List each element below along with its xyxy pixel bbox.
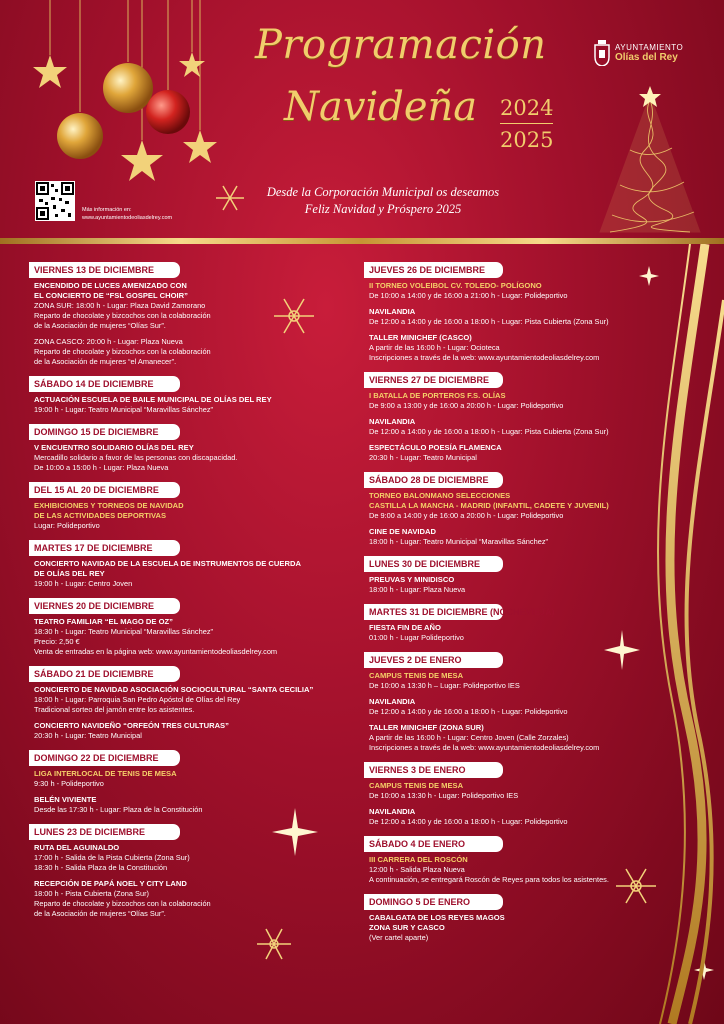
- event-title: CONCIERTO NAVIDEÑO “ORFEÓN TRES CULTURAS”: [34, 721, 229, 730]
- year-2024: 2024: [500, 98, 553, 124]
- date-badge: VIERNES 27 DE DICIEMBRE: [364, 372, 503, 388]
- day-block: [364, 260, 639, 363]
- event-title: CAMPUS TENIS DE MESA: [369, 781, 464, 790]
- municipal-logo: [594, 40, 683, 66]
- event-details: 19:00 h - Lugar: Centro Joven: [34, 579, 133, 588]
- event-details: 01:00 h - Lugar Polideportivo: [369, 633, 464, 642]
- day-block: [29, 374, 334, 415]
- event-details: De 10:00 a 14:00 y de 16:00 a 21:00 h - Lugar: Polideportivo: [369, 291, 568, 300]
- event-title: ESPECTÁCULO POESÍA FLAMENCA: [369, 443, 502, 452]
- event-details: 19:00 h - Lugar: Teatro Municipal “Maravillas Sánchez”: [34, 405, 213, 414]
- event-title: V ENCUENTRO SOLIDARIO OLÍAS DEL REY: [34, 443, 194, 452]
- event-title: FIESTA FIN DE AÑO: [369, 623, 441, 632]
- day-block: [364, 602, 639, 643]
- event-details: De 9:00 a 14:00 y de 16:00 a 20:00 h - Lugar: Polideportivo: [369, 511, 564, 520]
- event-details: De 9:00 a 13:00 y de 16:00 a 20:00 h - Lugar: Polideportivo: [369, 401, 564, 410]
- event-details: 9:30 h - Polideportivo: [34, 779, 104, 788]
- event-details: (Ver cartel aparte): [369, 933, 429, 942]
- event-title: BELÉN VIVIENTE: [34, 795, 97, 804]
- event-item: [369, 307, 639, 327]
- event-title: TORNEO BALONMANO SELECCIONES CASTILLA LA MANCHA - MADRID (INFANTIL, CADETE Y JUVENIL): [369, 491, 609, 510]
- event-details: De 12:00 a 14:00 y de 16:00 a 18:00 h - Lugar: Polideportivo: [369, 707, 568, 716]
- greeting: [258, 184, 508, 218]
- event-item: [369, 333, 639, 363]
- event-title: TEATRO FAMILIAR “EL MAGO DE OZ”: [34, 617, 173, 626]
- date-badge: LUNES 30 DE DICIEMBRE: [364, 556, 503, 572]
- event-details: Desde las 17:30 h - Lugar: Plaza de la Constitución: [34, 805, 203, 814]
- event-item: [34, 395, 334, 415]
- day-block: [29, 538, 334, 589]
- title-line-2: Navideña: [284, 84, 478, 130]
- event-details: A partir de las 16:00 h - Lugar: Centro Joven (Calle Zorzales) Inscripciones a través de la web: www.ayuntamientodeoliasdelrey.com: [369, 733, 600, 752]
- event-details: De 10:00 a 13:30 h - Lugar: Polideportivo IES: [369, 791, 519, 800]
- event-details: A partir de las 16:00 h - Lugar: Ocioteca Inscripciones a través de la web: www.ayuntamientodeoliasdelrey.com: [369, 343, 600, 362]
- event-details: Mercadillo solidario a favor de las personas con discapacidad. De 10:00 a 15:00 h - Lugar: Plaza Nueva: [34, 453, 238, 472]
- event-item: [369, 913, 639, 943]
- event-item: [369, 723, 639, 753]
- event-title: ENCENDIDO DE LUCES AMENIZADO CON EL CONCIERTO DE “FSL GOSPEL CHOIR”: [34, 281, 188, 300]
- date-badge: JUEVES 2 DE ENERO: [364, 652, 503, 668]
- date-badge: DOMINGO 15 DE DICIEMBRE: [29, 424, 180, 440]
- event-details: 18:30 h - Lugar: Teatro Municipal “Maravillas Sánchez” Precio: 2,50 € Venta de entradas en la página web: www.ayuntamientodeoliasdelrey.com: [34, 627, 278, 656]
- date-badge: SÁBADO 14 DE DICIEMBRE: [29, 376, 180, 392]
- event-details: 18:00 h - Pista Cubierta (Zona Sur) Reparto de chocolate y bizcochos con la colaboración de la Asociación de mujeres “Olías Sur”.: [34, 889, 211, 918]
- greeting-line-1: Desde la Corporación Municipal os deseamos: [266, 185, 500, 199]
- event-item: [369, 807, 639, 827]
- date-badge: MARTES 31 DE DICIEMBRE (NOCHEVIEJA): [364, 604, 503, 620]
- day-block: [29, 260, 334, 367]
- event-item: [34, 843, 334, 873]
- gold-ribbon-decoration: [658, 244, 724, 1024]
- event-item: [34, 795, 334, 815]
- event-item: [369, 281, 639, 301]
- date-badge: DEL 15 AL 20 DE DICIEMBRE: [29, 482, 180, 498]
- years: [500, 98, 553, 151]
- event-title: RECEPCIÓN DE PAPÁ NOEL Y CITY LAND: [34, 879, 187, 888]
- event-title: II TORNEO VOLEIBOL CV. TOLEDO- POLÍGONO: [369, 281, 542, 290]
- header: [0, 0, 724, 238]
- qr-url[interactable]: www.ayuntamientodeoliasdelrey.com: [82, 215, 173, 221]
- event-title: CINE DE NAVIDAD: [369, 527, 436, 536]
- gold-divider: [0, 238, 724, 244]
- date-badge: VIERNES 3 DE ENERO: [364, 762, 503, 778]
- event-title: CONCIERTO DE NAVIDAD ASOCIACIÓN SOCIOCULTURAL “SANTA CECILIA”: [34, 685, 314, 694]
- coat-of-arms-icon: [594, 40, 610, 66]
- event-item: [369, 527, 639, 547]
- event-title: NAVILANDIA: [369, 417, 416, 426]
- event-details: 17:00 h - Salida de la Pista Cubierta (Zona Sur) 18:30 h - Salida Plaza de la Constitución: [34, 853, 190, 872]
- event-title: III CARRERA DEL ROSCÓN: [369, 855, 468, 864]
- day-block: [29, 822, 334, 919]
- day-block: [364, 892, 639, 943]
- event-details: 18:00 h - Lugar: Teatro Municipal “Maravillas Sánchez”: [369, 537, 548, 546]
- year-2025: 2025: [500, 128, 554, 152]
- event-details: De 10:00 a 13:30 h – Lugar: Polideportivo IES: [369, 681, 520, 690]
- logo-line-1: AYUNTAMIENTO: [615, 43, 684, 52]
- day-block: [29, 748, 334, 815]
- event-item: [369, 443, 639, 463]
- day-block: [364, 554, 639, 595]
- event-title: I BATALLA DE PORTEROS F.S. OLÍAS: [369, 391, 506, 400]
- event-item: [369, 855, 639, 885]
- date-badge: SÁBADO 4 DE ENERO: [364, 836, 503, 852]
- day-block: [364, 650, 639, 753]
- day-block: [29, 596, 334, 657]
- event-item: [34, 443, 334, 473]
- day-block: [364, 834, 639, 885]
- event-details: De 12:00 a 14:00 y de 16:00 a 18:00 h - Lugar: Polideportivo: [369, 817, 568, 826]
- event-title: NAVILANDIA: [369, 697, 416, 706]
- event-details: De 12:00 a 14:00 y de 16:00 a 18:00 h - Lugar: Pista Cubierta (Zona Sur): [369, 317, 609, 326]
- day-block: [364, 370, 639, 463]
- event-item: [34, 769, 334, 789]
- schedule-right-column: [364, 260, 639, 950]
- event-title: NAVILANDIA: [369, 807, 416, 816]
- event-item: [369, 491, 639, 521]
- date-badge: MARTES 17 DE DICIEMBRE: [29, 540, 180, 556]
- event-title: NAVILANDIA: [369, 307, 416, 316]
- event-details: De 12:00 a 14:00 y de 16:00 a 18:00 h - Lugar: Pista Cubierta (Zona Sur): [369, 427, 609, 436]
- event-item: [369, 671, 639, 691]
- qr-info: [82, 206, 172, 222]
- event-details: Lugar: Polideportivo: [34, 521, 100, 530]
- qr-code-icon[interactable]: [35, 181, 75, 221]
- event-title: CABALGATA DE LOS REYES MAGOS ZONA SUR Y CASCO: [369, 913, 505, 932]
- event-item: [34, 501, 334, 531]
- event-title: ACTUACIÓN ESCUELA DE BAILE MUNICIPAL DE OLÍAS DEL REY: [34, 395, 272, 404]
- title-line-1: Programación: [255, 22, 547, 68]
- event-title: PREUVAS Y MINIDISCO: [369, 575, 455, 584]
- event-item: [34, 281, 334, 331]
- day-block: [29, 664, 334, 741]
- event-title: RUTA DEL AGUINALDO: [34, 843, 120, 852]
- event-title: CONCIERTO NAVIDAD DE LA ESCUELA DE INSTRUMENTOS DE CUERDA DE OLÍAS DEL REY: [34, 559, 301, 578]
- day-block: [364, 470, 639, 547]
- event-item: [369, 781, 639, 801]
- qr-label: Más información en:: [82, 207, 132, 213]
- date-badge: DOMINGO 22 DE DICIEMBRE: [29, 750, 180, 766]
- event-item: [369, 417, 639, 437]
- date-badge: DOMINGO 5 DE ENERO: [364, 894, 503, 910]
- event-title: CAMPUS TENIS DE MESA: [369, 671, 464, 680]
- event-item: [34, 617, 334, 657]
- event-details: 20:30 h - Lugar: Teatro Municipal: [34, 731, 142, 740]
- greeting-line-2: Feliz Navidad y Próspero 2025: [304, 202, 462, 216]
- day-block: [364, 760, 639, 827]
- event-item: [369, 697, 639, 717]
- event-item: [369, 575, 639, 595]
- date-badge: JUEVES 26 DE DICIEMBRE: [364, 262, 503, 278]
- event-details: 12:00 h - Salida Plaza Nueva A continuación, se entregará Roscón de Reyes para todos los asistentes.: [369, 865, 609, 884]
- event-item: [34, 685, 334, 715]
- event-details: 18:00 h - Lugar: Plaza Nueva: [369, 585, 466, 594]
- day-block: [29, 480, 334, 531]
- event-item: [369, 391, 639, 411]
- date-badge: SÁBADO 21 DE DICIEMBRE: [29, 666, 180, 682]
- sparkle-icon: [639, 266, 659, 286]
- event-title: EXHIBICIONES Y TORNEOS DE NAVIDAD DE LAS ACTIVIDADES DEPORTIVAS: [34, 501, 184, 520]
- event-item: [369, 623, 639, 643]
- event-item: [34, 879, 334, 919]
- schedule-left-column: [29, 260, 334, 926]
- date-badge: VIERNES 20 DE DICIEMBRE: [29, 598, 180, 614]
- event-item: [34, 721, 334, 741]
- event-details: 18:00 h - Lugar: Parroquia San Pedro Apóstol de Olías del Rey Tradicional sorteo del jamón entre los asistentes.: [34, 695, 241, 714]
- event-details: 20:30 h - Lugar: Teatro Municipal: [369, 453, 477, 462]
- date-badge: SÁBADO 28 DE DICIEMBRE: [364, 472, 503, 488]
- event-details: ZONA CASCO: 20:00 h - Lugar: Plaza Nueva Reparto de chocolate y bizcochos con la colaboración de la Asociación de mujeres “el Amanecer”.: [34, 337, 211, 366]
- date-badge: LUNES 23 DE DICIEMBRE: [29, 824, 180, 840]
- logo-line-2: Olías del Rey: [615, 52, 678, 63]
- snowflake-icon: [257, 929, 291, 959]
- event-title: TALLER MINICHEF (ZONA SUR): [369, 723, 484, 732]
- event-details: ZONA SUR: 18:00 h - Lugar: Plaza David Zamorano Reparto de chocolate y bizcochos con la colaboración de la Asociación de mujeres “Olías Sur”.: [34, 301, 211, 330]
- date-badge: VIERNES 13 DE DICIEMBRE: [29, 262, 180, 278]
- event-item: [34, 337, 334, 367]
- event-item: [34, 559, 334, 589]
- event-title: LIGA INTERLOCAL DE TENIS DE MESA: [34, 769, 177, 778]
- event-title: TALLER MINICHEF (CASCO): [369, 333, 472, 342]
- day-block: [29, 422, 334, 473]
